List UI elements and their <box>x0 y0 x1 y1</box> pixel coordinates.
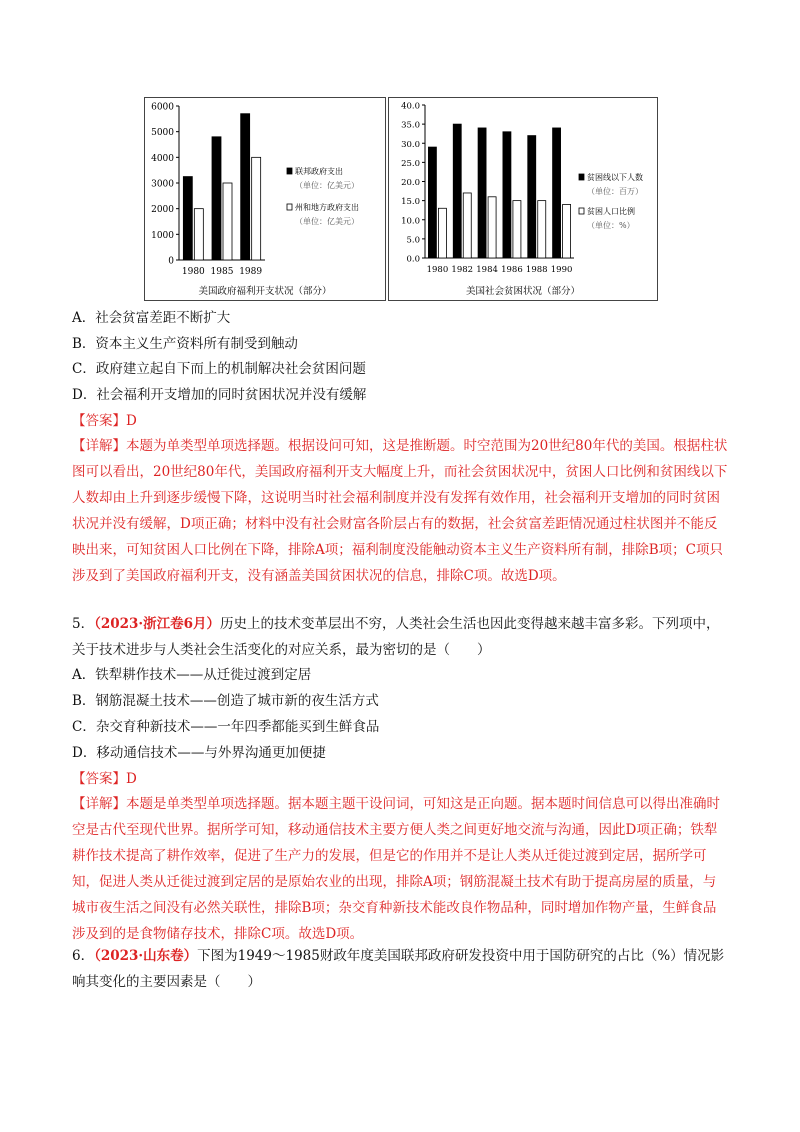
q4-option-c: C．政府建立起自下而上的机制解决社会贫困问题 <box>72 361 366 377</box>
bar-primary <box>428 147 436 258</box>
legend-swatch <box>287 168 292 174</box>
y-tick-label: 40.0 <box>401 101 420 112</box>
legend-label: 州和地方政府支出 <box>295 203 359 212</box>
legend-unit: （单位：%） <box>587 221 635 230</box>
y-tick-label: 0 <box>168 256 174 267</box>
y-tick-label: 1000 <box>151 230 174 241</box>
q5-option-a: A．铁犁耕作技术——从迁徙过渡到定居 <box>72 667 312 683</box>
q5-stem: 5．（2023·浙江卷6月）历史上的技术变革层出不穷，人类社会生活也因此变得越来越丰富多彩。下列项中，关于技术进步与人类社会生活变化的对应关系，最为密切的是（ ） <box>72 616 720 658</box>
y-tick-label: 6000 <box>151 102 174 113</box>
legend-label: 贫困线以下人数 <box>587 173 643 182</box>
q4-detail: 【详解】本题为单类型单项选择题。根据设问可知，这是推断题。时空范围为20世纪80年代的美国。根据柱状图可以看出，20世纪80年代，美国政府福利开支大幅度上升，而社会贫困状况中，贫困人口比例和贫困线以下人数却由上升到逐步缓慢下降，这说明当时社会福利制度并没有发挥有效作用，社会福利开支增加的同时贫困状况并没有缓解，D项正确；材料中没有社会财富各阶层占有的数据，社会贫富差距情况通过柱状图并不能反映出来，可知贫困人口比例在下降，排除A项；福利制度没能触动资本主义生产资料所有制，排除B项；C项只涉及到了美国政府福利开支，没有涵盖美国贫困状况的信息，排除C项。故选D项。 <box>72 438 728 584</box>
y-tick-label: 25.0 <box>401 158 420 169</box>
q4-option-d: D．社会福利开支增加的同时贫困状况并没有缓解 <box>72 387 367 403</box>
y-tick-label: 3000 <box>151 179 174 190</box>
bar-secondary <box>513 201 521 258</box>
q6-stem: 6．（2023·山东卷）下图为1949～1985财政年度美国联邦政府研发投资中用于国防研究的占比（%）情况影响其变化的主要因素是（ ） <box>72 948 725 990</box>
y-tick-label: 0.0 <box>406 254 420 265</box>
bar-primary <box>503 132 511 258</box>
y-tick-label: 2000 <box>151 205 174 216</box>
bar-primary <box>478 128 486 258</box>
bar-primary <box>528 136 536 258</box>
bar-secondary <box>194 209 203 260</box>
x-tick-label: 1986 <box>501 265 523 275</box>
q5-detail: 【详解】本题是单类型单项选择题。据本题主题干设问词，可知这是正向题。据本题时间信息可以得出准确时空是古代至现代世界。据所学可知，移动通信技术主要方便人类之间更好地交流与沟通，因此D项正确；铁犁耕作技术提高了耕作效率，促进了生产力的发展，但是它的作用并不是让人类从迁徙过渡到定居，据所学可知，促进人类从迁徙过渡到定居的是原始农业的出现，排除A项；钢筋混凝土技术有助于提高房屋的质量，与城市夜生活之间没有必然关联性，排除B项；杂交育种新技术能改良作物品种，同时增加作物产量，生鲜食品涉及到的是食物储存技术，排除C项。故选D项。 <box>72 796 720 942</box>
x-tick-label: 1988 <box>525 265 548 275</box>
q4-option-b: B．资本主义生产资料所有制受到触动 <box>72 336 298 352</box>
legend-unit: （单位：亿美元） <box>295 181 359 190</box>
bar-primary <box>453 124 461 258</box>
bar-secondary <box>538 201 546 258</box>
x-tick-label: 1990 <box>550 265 573 275</box>
q4-option-a: A．社会贫富差距不断扩大 <box>72 310 231 326</box>
bar-secondary <box>463 193 471 258</box>
bar-secondary <box>223 183 232 260</box>
q5-answer: 【答案】D <box>72 771 137 787</box>
x-tick-label: 1980 <box>181 267 205 277</box>
bar-primary <box>212 137 221 260</box>
bar-primary <box>553 128 561 258</box>
y-tick-label: 20.0 <box>401 178 420 188</box>
y-tick-label: 5000 <box>151 128 174 139</box>
x-tick-label: 1980 <box>426 265 449 275</box>
x-tick-label: 1982 <box>451 265 474 275</box>
legend-swatch <box>579 208 584 214</box>
legend-label: 联邦政府支出 <box>295 167 343 176</box>
y-tick-label: 5.0 <box>406 235 420 246</box>
poverty-status-chart-svg <box>389 98 657 300</box>
legend-unit: （单位：亿美元） <box>295 217 359 226</box>
y-tick-label: 4000 <box>151 153 174 164</box>
legend-label: 贫困人口比例 <box>587 207 635 216</box>
chart-title: 美国政府福利开支状况（部分） <box>198 286 332 297</box>
legend-swatch <box>287 204 292 210</box>
y-tick-label: 15.0 <box>401 197 420 208</box>
bar-primary <box>183 177 192 260</box>
x-tick-label: 1984 <box>476 265 498 275</box>
q5-option-c: C．杂交育种新技术——一年四季都能买到生鲜食品 <box>72 719 380 735</box>
welfare-spending-chart <box>144 97 386 301</box>
y-tick-label: 30.0 <box>401 139 420 150</box>
chart-title: 美国社会贫困状况（部分） <box>465 286 581 297</box>
y-tick-label: 35.0 <box>401 120 420 131</box>
y-tick-label: 10.0 <box>401 216 420 227</box>
x-tick-label: 1989 <box>239 267 263 277</box>
bar-secondary <box>438 208 446 258</box>
x-tick-label: 1985 <box>210 267 234 277</box>
legend-swatch <box>579 174 584 180</box>
bar-secondary <box>563 204 571 258</box>
legend-unit: （单位：百万） <box>587 187 643 196</box>
bar-primary <box>241 114 250 260</box>
q4-answer: 【答案】D <box>72 413 137 429</box>
welfare-spending-chart-svg <box>145 98 385 300</box>
q5-option-d: D．移动通信技术——与外界沟通更加便捷 <box>72 745 326 761</box>
q5-option-b: B．钢筋混凝土技术——创造了城市新的夜生活方式 <box>72 693 379 709</box>
poverty-status-chart <box>388 97 658 301</box>
bar-secondary <box>488 197 496 258</box>
bar-secondary <box>252 157 261 260</box>
